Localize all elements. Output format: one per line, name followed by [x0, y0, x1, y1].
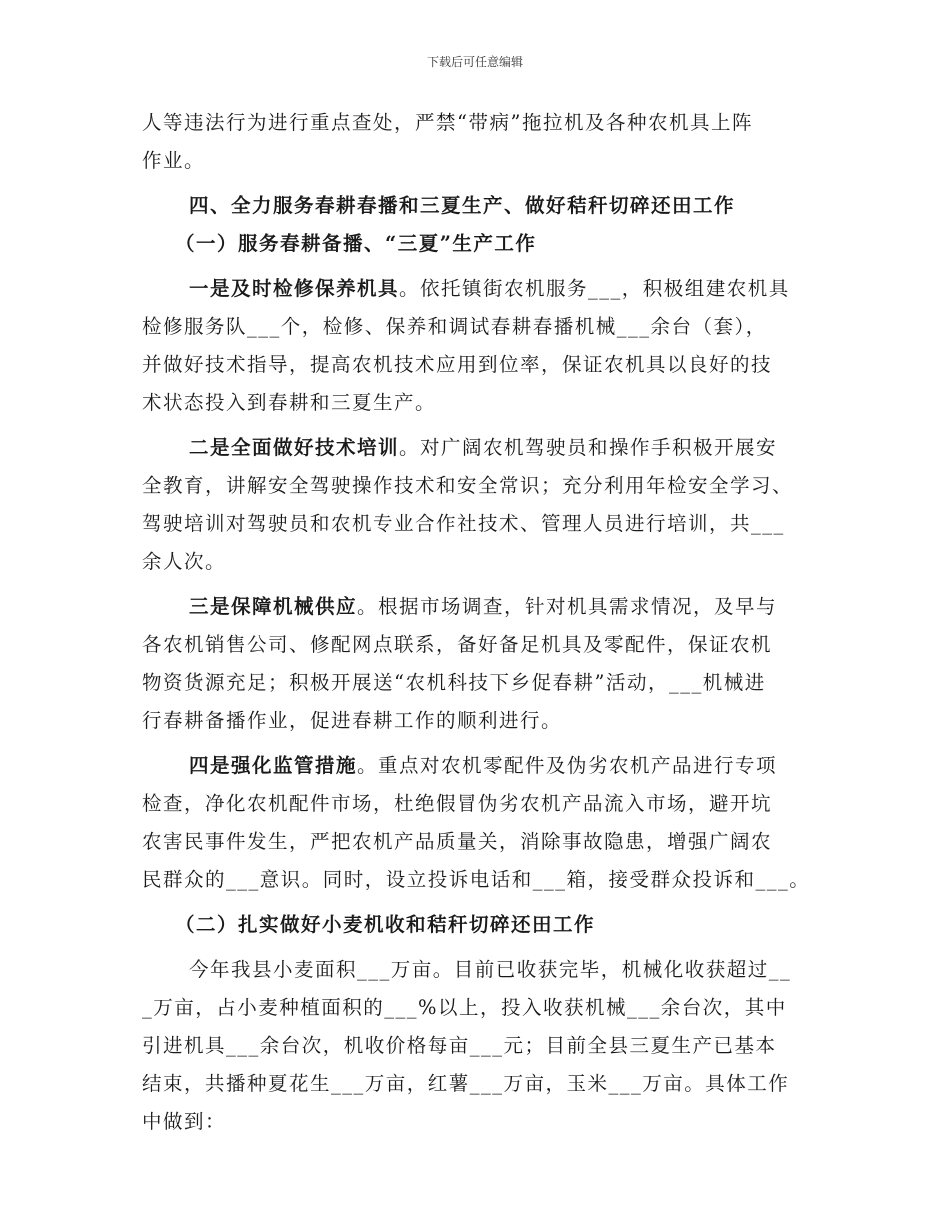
text-line: [142, 225, 814, 263]
text-run: 。对广阔农机驾驶员和操作手积极开展安: [399, 436, 778, 459]
text-line: [142, 467, 814, 505]
text-run: 余人次。: [142, 550, 227, 573]
text-line: [142, 187, 814, 225]
section-heading: [142, 225, 814, 263]
document-body: [142, 104, 814, 1141]
text-line: [142, 346, 814, 384]
section-heading: [142, 187, 814, 225]
text-run: 作业。: [142, 149, 206, 172]
paragraph: [142, 588, 814, 740]
text-line: [142, 543, 814, 581]
text-run: 术状态投入到春耕和三夏生产。: [142, 391, 437, 414]
paragraph: [142, 104, 814, 180]
text-line: [142, 747, 814, 785]
text-run: 民群众的___意识。同时，设立投诉电话和___箱，接受群众投诉和___。: [142, 868, 811, 891]
paragraph-gap: [142, 944, 814, 951]
text-line: [142, 626, 814, 664]
paragraph: [142, 429, 814, 581]
text-line: [142, 505, 814, 543]
text-line: [142, 906, 814, 944]
text-line: [142, 588, 814, 626]
text-line: [142, 142, 814, 180]
paragraph-gap: [142, 263, 814, 270]
text-run: 。依托镇街农机服务___，积极组建农机具: [399, 277, 790, 300]
text-run: 农害民事件发生，严把农机产品质量关，消除事故隐患，增强广阔农: [142, 830, 773, 853]
text-line: [142, 702, 814, 740]
text-line: [142, 664, 814, 702]
text-run: 检修服务队___个，检修、保养和调试春耕春播机械___余台（套），: [142, 315, 767, 338]
text-run: （一）服务春耕备播、“三夏”生产工作: [175, 232, 537, 255]
text-run: 检查，净化农机配件市场，杜绝假冒伪劣农机产品流入市场，避开坑: [142, 792, 773, 815]
paragraph: [142, 951, 814, 1141]
text-run: _万亩，占小麦种植面积的___%以上，投入收获机械___余台次，其中: [142, 996, 787, 1019]
text-line: [142, 1027, 814, 1065]
text-run: （二）扎实做好小麦机收和秸秆切碎还田工作: [175, 913, 596, 936]
paragraph-gap: [142, 180, 814, 187]
text-line: [142, 785, 814, 823]
bold-lead-text: 一是及时检修保养机具: [189, 277, 400, 300]
text-run: 并做好技术指导，提高农机技术应用到位率，保证农机具以良好的技: [142, 353, 773, 376]
text-line: [142, 1103, 814, 1141]
paragraph: [142, 270, 814, 422]
bold-lead-text: 三是保障机械供应: [189, 595, 358, 618]
text-run: 引进机具___余台次，机收价格每亩___元；目前全县三夏生产已基本: [142, 1034, 777, 1057]
text-line: [142, 104, 814, 142]
text-run: 。重点对农机零配件及伪劣农机产品进行专项: [357, 754, 778, 777]
text-run: 人等违法行为进行重点查处，严禁“带病”拖拉机及各种农机具上阵: [142, 111, 753, 134]
text-run: 全教育，讲解安全驾驶操作技术和安全常识；充分利用年检安全学习、: [142, 474, 794, 497]
paragraph-gap: [142, 899, 814, 906]
text-run: 今年我县小麦面积___万亩。目前已收获完毕，机械化收获超过__: [189, 958, 792, 981]
text-line: [142, 823, 814, 861]
text-run: 物资货源充足；积极开展送“农机科技下乡促春耕”活动，___机械进: [142, 671, 766, 694]
text-run: 四、全力服务春耕春播和三夏生产、做好秸秆切碎还田工作: [189, 194, 736, 217]
bold-lead-text: 四是强化监管措施: [189, 754, 358, 777]
text-line: [142, 951, 814, 989]
text-line: [142, 989, 814, 1027]
text-run: 。根据市场调查，针对机具需求情况，及早与: [357, 595, 778, 618]
text-line: [142, 429, 814, 467]
text-run: 行春耕备播作业，促进春耕工作的顺利进行。: [142, 709, 563, 732]
text-line: [142, 1065, 814, 1103]
paragraph: [142, 747, 814, 899]
paragraph-gap: [142, 740, 814, 747]
text-run: 结束，共播种夏花生___万亩，红薯___万亩，玉米___万亩。具体工作: [142, 1072, 790, 1095]
page-header: 下载后可任意编辑: [426, 55, 523, 69]
paragraph-gap: [142, 422, 814, 429]
paragraph-gap: [142, 581, 814, 588]
text-line: [142, 384, 814, 422]
text-line: [142, 861, 814, 899]
text-run: 中做到：: [142, 1110, 227, 1133]
text-run: 各农机销售公司、修配网点联系，备好备足机具及零配件，保证农机: [142, 633, 773, 656]
text-run: 驾驶培训对驾驶员和农机专业合作社技术、管理人员进行培训，共___: [142, 512, 785, 535]
section-heading: [142, 906, 814, 944]
text-line: [142, 270, 814, 308]
bold-lead-text: 二是全面做好技术培训: [189, 436, 400, 459]
text-line: [142, 308, 814, 346]
